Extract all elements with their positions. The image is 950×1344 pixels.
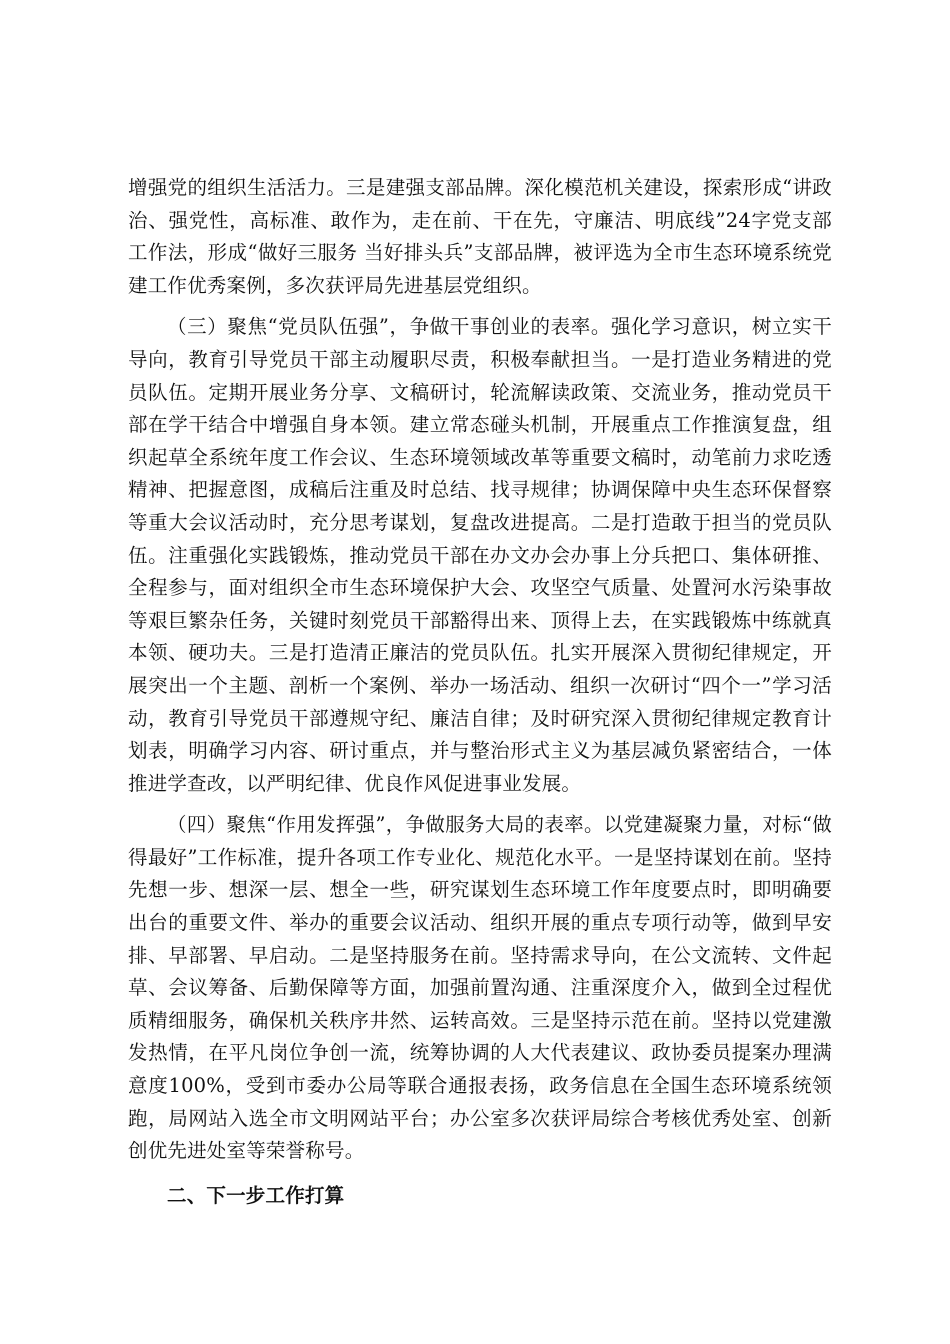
paragraph-section-three: （三）聚焦“党员队伍强”，争做干事创业的表率。强化学习意识，树立实干导向，教育引导党员干部主动履职尽责，积极奉献担当。一是打造业务精进的党员队伍。定期开展业务分享、文稿研讨，轮流解读政策、交流业务，推动党员干部在学干结合中增强自身本领。建立常态碰头机制，开展重点工作推演复盘，组织起草全系统年度工作会议、生态环境领域改革等重要文稿时，动笔前力求吃透精神、把握意图，成稿后注重及时总结、找寻规律；协调保障中央生态环保督察等重大会议活动时，充分思考谋划，复盘改进提高。二是打造敢于担当的党员队伍。注重强化实践锻炼，推动党员干部在办文办会办事上分兵把口、集体研推、全程参与，面对组织全市生态环境保护大会、攻坚空气质量、处置河水污染事故等艰巨繁杂任务，关键时刻党员干部豁得出来、顶得上去，在实践锻炼中练就真本领、硬功夫。三是打造清正廉洁的党员队伍。扎实开展深入贯彻纪律规定，开展突出一个主题、剖析一个案例、举办一场活动、组织一次研讨“四个一”学习活动，教育引导党员干部遵规守纪、廉洁自律；及时研究深入贯彻纪律规定教育计划表，明确学习内容、研讨重点，并与整治形式主义为基层减负紧密结合，一体推进学查改，以严明纪律、优良作风促进事业发展。 (128, 315, 832, 795)
paragraph-section-four: （四）聚焦“作用发挥强”，争做服务大局的表率。以党建凝聚力量，对标“做得最好”工作标准，提升各项工作专业化、规范化水平。一是坚持谋划在前。坚持先想一步、想深一层、想全一些，研究谋划生态环境工作年度要点时，即明确要出台的重要文件、举办的重要会议活动、组织开展的重点专项行动等，做到早安排、早部署、早启动。二是坚持服务在前。坚持需求导向，在公文流转、文件起草、会议筹备、后勤保障等方面，加强前置沟通、注重深度介入，做到全过程优质精细服务，确保机关秩序井然、运转高效。三是坚持示范在前。坚持以党建激发热情，在平凡岗位争创一流，统筹协调的人大代表建议、政协委员提案办理满意度100%，受到市委办公局等联合通报表扬，政务信息在全国生态环境系统领跑，局网站入选全市文明网站平台；办公室多次获评局综合考核优秀处室、创新创优先进处室等荣誉称号。 (128, 813, 832, 1163)
document-page (128, 172, 832, 1212)
paragraph-continuation: 增强党的组织生活活力。三是建强支部品牌。深化模范机关建设，探索形成“讲政治、强党性，高标准、敢作为，走在前、干在先，守廉洁、明底线”24字党支部工作法，形成“做好三服务 当好排头兵”支部品牌，被评选为全市生态环境系统党建工作优秀案例，多次获评局先进基层党组织。 (128, 176, 832, 297)
section-heading: 二、下一步工作打算 (167, 1183, 345, 1207)
